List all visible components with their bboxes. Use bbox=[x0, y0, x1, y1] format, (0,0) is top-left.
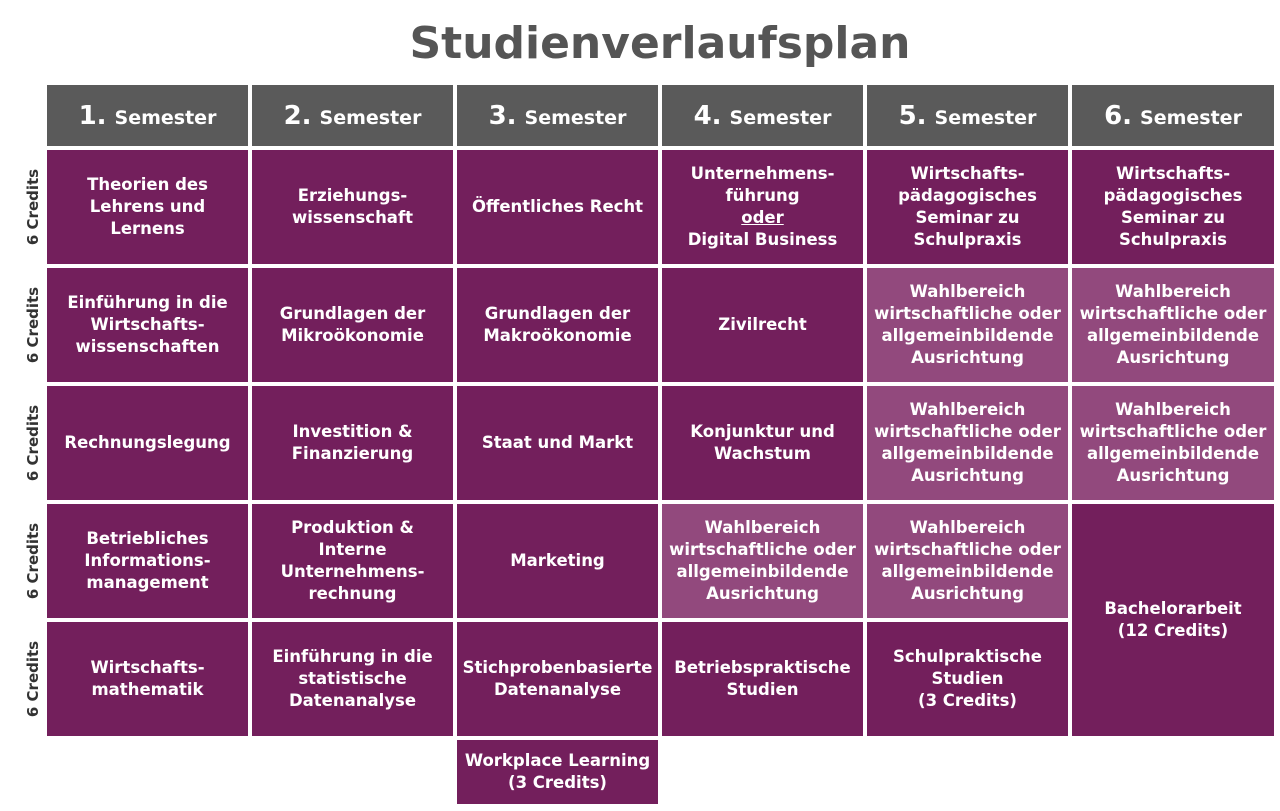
module-text-line: Wahlbereich bbox=[1115, 282, 1231, 301]
module-mikrooekonomie bbox=[252, 268, 453, 382]
module-text-line: Rechnungslegung bbox=[64, 433, 231, 452]
module-text-line: wirtschaftliche oder bbox=[1079, 422, 1267, 441]
module-text-line: Öffentliches Recht bbox=[471, 197, 644, 216]
module-text-line: Investition & bbox=[292, 422, 413, 441]
module-text-line: allgemeinbildende bbox=[881, 444, 1054, 463]
module-text-line: Ausrichtung bbox=[911, 584, 1024, 603]
module-label bbox=[463, 657, 653, 701]
module-text-line: allgemeinbildende bbox=[1086, 444, 1260, 463]
semester-header-6 bbox=[1072, 85, 1274, 146]
module-text-line: Wachstum bbox=[714, 444, 811, 463]
module-text-line: management bbox=[86, 573, 209, 592]
module-text-line: wirtschaftliche oder bbox=[669, 540, 856, 559]
module-text-line: allgemeinbildende bbox=[676, 562, 849, 581]
module-theorien-des-lehrens bbox=[47, 150, 248, 264]
module-label bbox=[90, 657, 204, 701]
module-label bbox=[465, 750, 650, 794]
module-text-line: Wahlbereich bbox=[909, 518, 1026, 537]
module-unternehmensfuehrung-oder-digital-business bbox=[662, 150, 863, 264]
module-informationsmanagement bbox=[47, 504, 248, 618]
module-text-line: wissenschaften bbox=[75, 337, 220, 356]
module-text-line: allgemeinbildende bbox=[881, 562, 1054, 581]
oder-label: oder bbox=[741, 208, 784, 227]
module-label bbox=[690, 421, 835, 465]
credits-label: 6 Credits bbox=[24, 286, 42, 364]
module-text-line: Datenanalyse bbox=[493, 680, 622, 699]
module-label bbox=[272, 646, 432, 712]
module-text-line: Wirtschafts- bbox=[910, 164, 1025, 183]
semester-word: Semester bbox=[319, 107, 422, 129]
module-einfuehrung-wirtschaftswissenschaften bbox=[47, 268, 248, 382]
module-text-line: Informations- bbox=[84, 551, 211, 570]
module-schulpraktische-studien bbox=[867, 622, 1068, 736]
module-stichprobenbasierte-datenanalyse bbox=[457, 622, 658, 736]
module-text-line: Schulpraktische bbox=[893, 647, 1042, 666]
module-text-line: Bachelorarbeit bbox=[1104, 599, 1242, 618]
credits-label: 6 Credits bbox=[24, 522, 42, 600]
module-label bbox=[482, 432, 633, 454]
row-label-4 bbox=[22, 504, 44, 618]
semester-word: Semester bbox=[729, 107, 832, 129]
module-bachelorarbeit bbox=[1072, 504, 1274, 736]
semester-number: 2. bbox=[283, 100, 312, 131]
module-label bbox=[483, 303, 631, 347]
semester-word: Semester bbox=[1140, 107, 1242, 129]
module-text-line: Stichprobenbasierte bbox=[462, 658, 653, 677]
module-text-line: (3 Credits) bbox=[508, 773, 607, 792]
module-produktion-interne-unternehmensrechnung bbox=[252, 504, 453, 618]
module-text-line: Seminar zu bbox=[915, 208, 1020, 227]
semester-number: 4. bbox=[693, 100, 722, 131]
module-text-line: Unternehmens- bbox=[280, 562, 425, 581]
module-label bbox=[893, 646, 1042, 712]
credits-label: 6 Credits bbox=[24, 404, 42, 482]
module-label bbox=[472, 196, 643, 218]
module-text-line: Konjunktur und bbox=[690, 422, 835, 441]
module-text-line: Grundlagen der bbox=[279, 304, 426, 323]
semester-number: 1. bbox=[78, 100, 107, 131]
module-wahlbereich bbox=[1072, 386, 1274, 500]
semester-header-3 bbox=[457, 85, 658, 146]
module-wahlbereich bbox=[662, 504, 863, 618]
module-text-line: wirtschaftliche oder bbox=[874, 540, 1061, 559]
semester-header-5 bbox=[867, 85, 1068, 146]
module-text-line: Lehrens und Lernens bbox=[89, 197, 206, 238]
module-label bbox=[674, 657, 850, 701]
module-text-line: Erziehungs- bbox=[297, 186, 408, 205]
module-investition-finanzierung bbox=[252, 386, 453, 500]
credits-label: 6 Credits bbox=[24, 168, 42, 246]
module-text-line: Datenanalyse bbox=[288, 691, 417, 710]
module-workplace-learning bbox=[457, 740, 658, 804]
module-text-line: Marketing bbox=[510, 551, 605, 570]
module-text-line: Wirtschafts- bbox=[1115, 164, 1231, 183]
credits-label: 6 Credits bbox=[24, 640, 42, 718]
semester-header-4 bbox=[662, 85, 863, 146]
module-text-line: pädagogisches bbox=[1103, 186, 1243, 205]
module-text-line: Workplace Learning bbox=[464, 751, 651, 770]
module-wahlbereich bbox=[867, 386, 1068, 500]
module-label bbox=[688, 163, 838, 251]
row-label-1 bbox=[22, 150, 44, 264]
module-wirtschaftspaedagogisches-seminar bbox=[1072, 150, 1274, 264]
module-betriebspraktische-studien bbox=[662, 622, 863, 736]
module-label bbox=[67, 292, 227, 358]
module-text-line: Schulpraxis bbox=[1118, 230, 1227, 249]
module-text-line: Wahlbereich bbox=[704, 518, 821, 537]
module-label bbox=[874, 517, 1061, 605]
module-text-line: Unternehmens- bbox=[690, 164, 835, 183]
module-text-line: Ausrichtung bbox=[1116, 348, 1230, 367]
module-text-line: wirtschaftliche oder bbox=[874, 304, 1061, 323]
module-wahlbereich bbox=[867, 268, 1068, 382]
semester-number: 5. bbox=[898, 100, 927, 131]
module-text-line: wirtschaftliche oder bbox=[1079, 304, 1267, 323]
module-text-line: Einführung in die bbox=[67, 293, 228, 312]
module-label bbox=[898, 163, 1037, 251]
module-text-line: Betriebspraktische bbox=[674, 658, 851, 677]
module-text-line: Wahlbereich bbox=[1115, 400, 1231, 419]
module-text-line: Studien bbox=[726, 680, 799, 699]
semester-word: Semester bbox=[934, 107, 1037, 129]
semester-word: Semester bbox=[524, 107, 627, 129]
module-oeffentliches-recht bbox=[457, 150, 658, 264]
module-label bbox=[1104, 163, 1243, 251]
row-label-2 bbox=[22, 268, 44, 382]
module-text-line: statistische bbox=[298, 669, 407, 688]
module-text-line: Wahlbereich bbox=[909, 400, 1026, 419]
module-statistische-datenanalyse bbox=[252, 622, 453, 736]
module-zivilrecht bbox=[662, 268, 863, 382]
module-label bbox=[84, 528, 210, 594]
semester-header-1 bbox=[47, 85, 248, 146]
module-text-line: rechnung bbox=[308, 584, 397, 603]
module-label bbox=[1080, 399, 1267, 487]
module-label bbox=[718, 314, 806, 336]
module-text-line: Makroökonomie bbox=[483, 326, 632, 345]
module-text-line: Seminar zu bbox=[1120, 208, 1226, 227]
module-text-line: allgemeinbildende bbox=[881, 326, 1054, 345]
module-text-line: allgemeinbildende bbox=[1086, 326, 1260, 345]
module-text-line: wirtschaftliche oder bbox=[874, 422, 1061, 441]
module-label bbox=[874, 399, 1061, 487]
module-text-line: (12 Credits) bbox=[1117, 621, 1229, 640]
module-text-line: Studien bbox=[931, 669, 1004, 688]
module-text-line: Mikroökonomie bbox=[281, 326, 424, 345]
module-text-line: wissenschaft bbox=[291, 208, 414, 227]
module-text-line: Zivilrecht bbox=[718, 315, 807, 334]
module-wirtschaftsmathematik bbox=[47, 622, 248, 736]
module-rechnungslegung bbox=[47, 386, 248, 500]
module-label bbox=[669, 517, 856, 605]
row-label-5 bbox=[22, 622, 44, 736]
semester-number: 3. bbox=[488, 100, 517, 131]
page-title: Studienverlaufsplan bbox=[409, 18, 911, 69]
module-text-line: pädagogisches bbox=[898, 186, 1037, 205]
module-text-line: Ausrichtung bbox=[706, 584, 819, 603]
row-label-3 bbox=[22, 386, 44, 500]
module-label bbox=[874, 281, 1061, 369]
module-text-line: führung bbox=[725, 186, 800, 205]
module-text-line: Finanzierung bbox=[291, 444, 414, 463]
module-label bbox=[1104, 598, 1241, 642]
module-label bbox=[281, 517, 425, 605]
semester-word: Semester bbox=[114, 107, 217, 129]
module-wahlbereich bbox=[1072, 268, 1274, 382]
module-konjunktur-und-wachstum bbox=[662, 386, 863, 500]
module-label bbox=[64, 432, 230, 454]
module-text-line: Theorien des bbox=[87, 175, 208, 194]
module-label bbox=[280, 303, 425, 347]
module-erziehungswissenschaft bbox=[252, 150, 453, 264]
module-label bbox=[292, 421, 413, 465]
module-text-line: Betriebliches bbox=[86, 529, 209, 548]
module-makrooekonomie bbox=[457, 268, 658, 382]
module-label bbox=[510, 550, 605, 572]
module-marketing bbox=[457, 504, 658, 618]
module-wahlbereich bbox=[867, 504, 1068, 618]
module-text-line: Interne bbox=[318, 540, 387, 559]
module-text-line: Schulpraxis bbox=[913, 230, 1022, 249]
module-text-line: Digital Business bbox=[687, 230, 838, 249]
module-text-line: Grundlagen der bbox=[484, 304, 631, 323]
module-text-line: mathematik bbox=[91, 680, 204, 699]
module-text-line: Produktion & bbox=[291, 518, 414, 537]
module-text-line: Wirtschafts- bbox=[90, 658, 205, 677]
module-text-line: Ausrichtung bbox=[1116, 466, 1230, 485]
module-text-line: Ausrichtung bbox=[911, 466, 1024, 485]
module-text-line: Wirtschafts- bbox=[90, 315, 205, 334]
module-label bbox=[1080, 281, 1267, 369]
module-label bbox=[292, 185, 413, 229]
module-text-line: Staat und Markt bbox=[481, 433, 634, 452]
semester-number: 6. bbox=[1104, 100, 1133, 131]
module-staat-und-markt bbox=[457, 386, 658, 500]
module-text-line: Ausrichtung bbox=[911, 348, 1024, 367]
module-text-line: (3 Credits) bbox=[918, 691, 1017, 710]
semester-header-2 bbox=[252, 85, 453, 146]
module-text-line: Einführung in die bbox=[272, 647, 433, 666]
module-wirtschaftspaedagogisches-seminar bbox=[867, 150, 1068, 264]
module-text-line: Wahlbereich bbox=[909, 282, 1026, 301]
module-label bbox=[53, 174, 242, 240]
